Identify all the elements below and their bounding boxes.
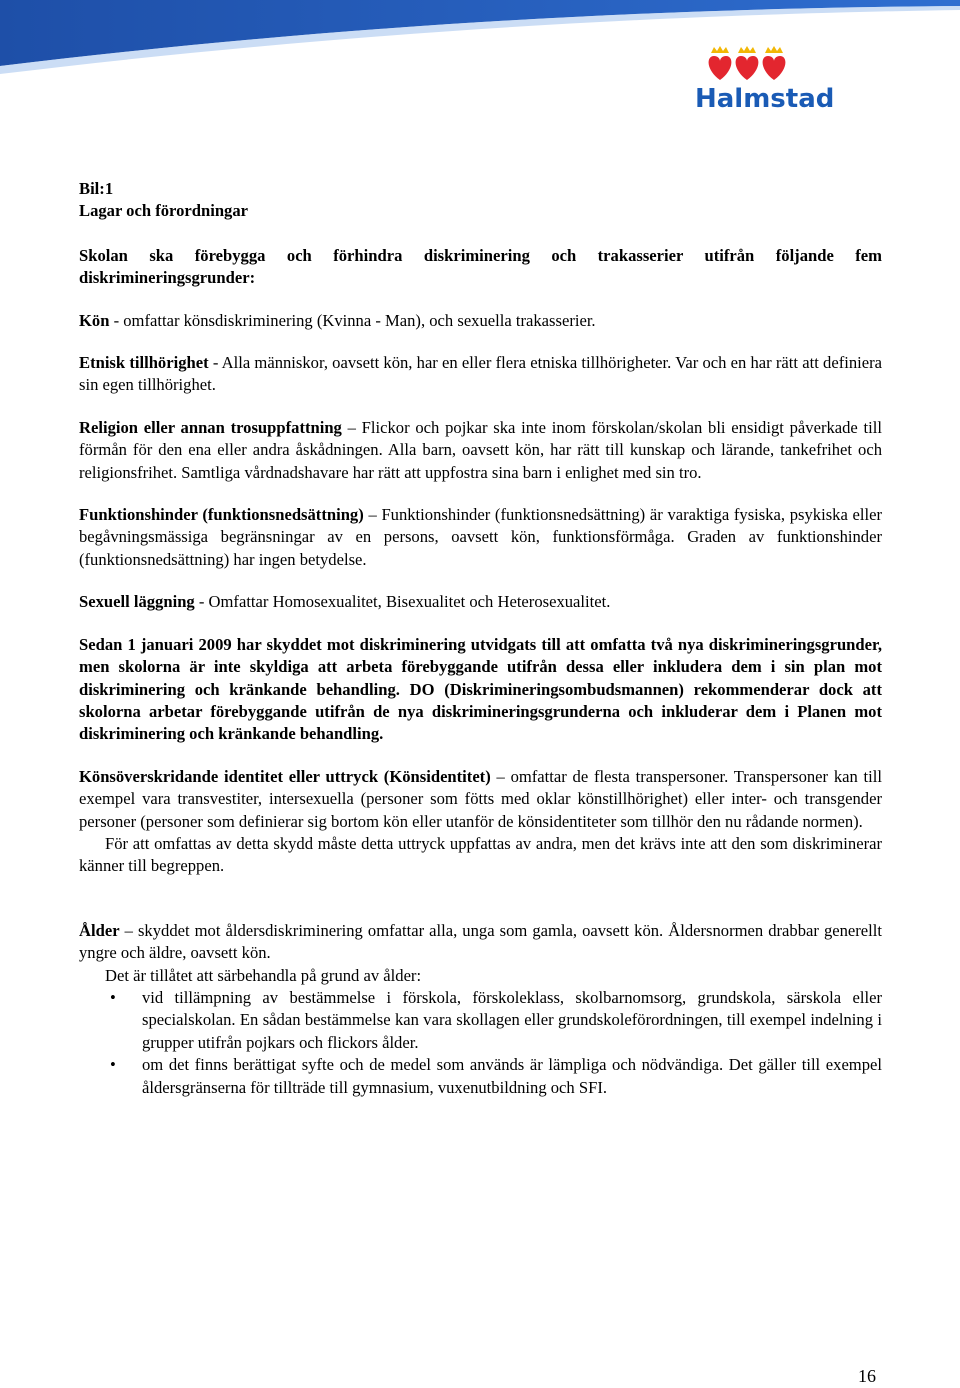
sexuell-paragraph xyxy=(79,591,882,613)
logo-text: Halmstad xyxy=(695,84,835,114)
halmstad-logo xyxy=(688,44,838,114)
list-item xyxy=(79,1054,882,1099)
bil-label: Bil:1 xyxy=(79,179,114,198)
religion-text: – Flickor och pojkar ska inte inom förskolan/skolan bli ensidigt påverkade till förmån för den ena eller andra åskådningen. Alla barn, oavsett kön, har rätt till kunskap och lärande, tankefrihet och religionsfrihet. Samtliga vårdnadshavare har rätt att uppfostra sina barn i enlighet med sin tro. xyxy=(79,417,882,482)
alder-bullet-list xyxy=(79,987,882,1099)
etnisk-text: - Alla människor, oavsett kön, har en eller flera etniska tillhörigheter. Var och en har rätt att definiera sin egen tillhörighet. xyxy=(79,353,882,395)
document-body xyxy=(79,178,882,1099)
etnisk-paragraph xyxy=(79,352,882,397)
sexuell-term: Sexuell läggning xyxy=(79,592,195,612)
alder-term: Ålder xyxy=(79,920,120,940)
funktion-paragraph xyxy=(79,504,882,571)
alder-paragraph xyxy=(79,920,882,965)
konsover-text: – omfattar de flesta transpersoner. Transpersoner kan till exempel vara transvestiter, intersexuella (personer som fötts med oklar könstillhörighet) eller inter- och transgender personer (personer som definierar sig bortom kön eller utanför de könsidentiteter som tillhör den nu rådande normen). xyxy=(79,766,882,831)
bullet-text: om det finns berättigat syfte och de medel som används är lämpliga och nödvändiga. Det gäller till exempel åldersgränserna för tillträde till gymnasium, vuxenutbildning och SFI. xyxy=(142,1055,882,1097)
bullet-icon: • xyxy=(110,1055,116,1075)
religion-term: Religion eller annan trosuppfattning xyxy=(79,417,342,437)
funktion-term: Funktionshinder (funktionsnedsättning) xyxy=(79,505,364,525)
heart-icons xyxy=(709,56,786,80)
kon-text: - omfattar könsdiskriminering (Kvinna - Man), och sexuella trakasserier. xyxy=(109,310,596,330)
document-subtitle: Lagar och förordningar xyxy=(79,201,249,221)
sexuell-text: - Omfattar Homosexualitet, Bisexualitet och Heterosexualitet. xyxy=(194,592,611,612)
religion-paragraph xyxy=(79,417,882,484)
alder-text: – skyddet mot åldersdiskriminering omfattar alla, unga som gamla, oavsett kön. Åldersnormen drabbar generellt yngre och äldre, oavsett kön. xyxy=(79,920,882,963)
bullet-text: vid tillämpning av bestämmelse i förskola, förskoleklass, skolbarnomsorg, grundskola, särskola eller specialskolan. En sådan bestämmelse kan vara skollagen eller grundskoleförordningen, till exempel indelning i grupper utifrån pojkars och flickors ålder. xyxy=(142,987,882,1052)
konsover-paragraph xyxy=(79,766,882,833)
sedan-paragraph: Sedan 1 januari 2009 har skyddet mot diskriminering utvidgats till att omfatta två nya diskrimineringsgrunder, men skolorna är inte skyldiga att arbeta förebyggande utifrån dessa eller inkludera dem i sin plan mot diskriminering och kränkande behandling. DO (Diskrimineringsombudsmannen) rekommenderar dock att skolorna arbetar förebyggande utifrån de nya diskrimineringsgrunderna och inkluderar dem i Planen mot diskriminering och kränkande behandling. xyxy=(79,634,882,744)
page-number: 16 xyxy=(858,1366,876,1386)
bullet-icon: • xyxy=(110,987,116,1007)
konsover-followup: För att omfattas av detta skydd måste detta uttryck uppfattas av andra, men det krävs inte att den som diskriminerar känner till begreppen. xyxy=(79,833,882,876)
funktion-text: – Funktionshinder (funktionsnedsättning) är varaktiga fysiska, psykiska eller begåvningsmässiga begränsningar av en persons, oavsett kön, funktionsförmåga. Graden av funktionshinder (funktionsnedsättning) har ingen betydelse. xyxy=(79,505,882,569)
alder-allowed: Det är tillåtet att särbehandla på grund av ålder: xyxy=(105,965,422,985)
kon-term: Kön xyxy=(79,310,110,330)
konsover-term: Könsöverskridande identitet eller uttryck (Könsidentitet) xyxy=(79,766,491,786)
intro-paragraph: Skolan ska förebygga och förhindra diskriminering och trakasserier utifrån följande fem diskrimineringsgrunder: xyxy=(79,245,882,288)
crown-icons xyxy=(711,46,783,53)
kon-paragraph xyxy=(79,310,882,332)
list-item xyxy=(79,987,882,1054)
etnisk-term: Etnisk tillhörighet xyxy=(79,353,209,373)
